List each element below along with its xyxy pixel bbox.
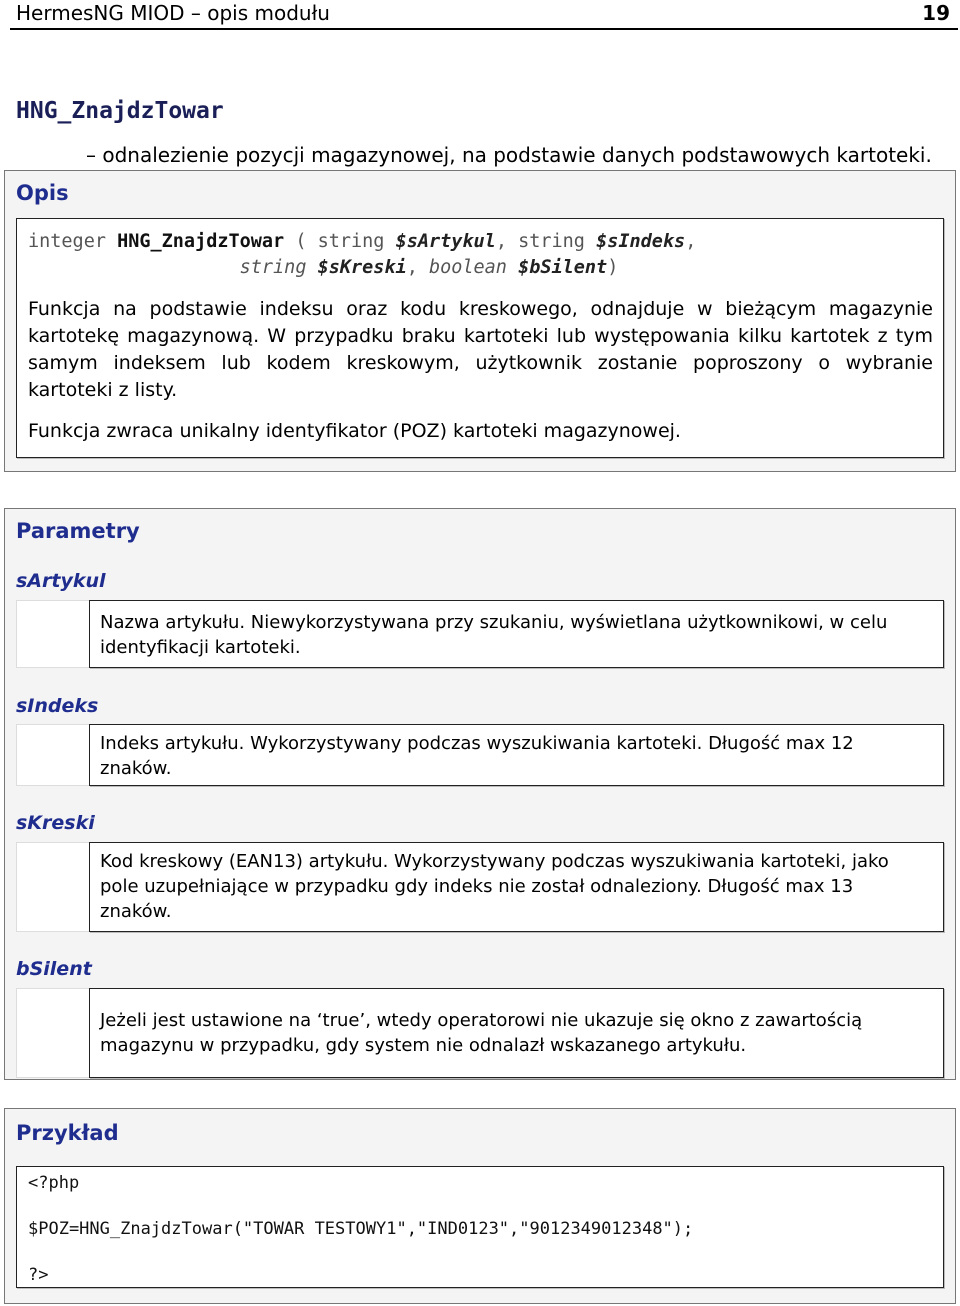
param-description: Indeks artykułu. Wykorzystywany podczas wyszukiwania kartoteki. Długość max 12 znaków. [100, 733, 854, 779]
param-name: sIndeks [16, 695, 99, 717]
signature-comma: , [685, 231, 697, 252]
document-title: HermesNG MIOD – opis modułu [16, 1, 330, 25]
signature-param-type: boolean [428, 257, 507, 278]
signature-comma: , [406, 257, 429, 278]
param-name: bSilent [16, 958, 92, 980]
page-number: 19 [922, 1, 950, 25]
code-example [28, 1171, 693, 1287]
param-indent [16, 988, 90, 1078]
param-description: Kod kreskowy (EAN13) artykułu. Wykorzystywany podczas wyszukiwania kartoteki, jako pole uzupełniające w przypadku gdy indeks nie został odnaleziony. Długość max 13 znaków. [100, 851, 889, 922]
signature-param-name: $sIndeks [596, 231, 686, 252]
opis-paragraph: Funkcja na podstawie indeksu oraz kodu kreskowego, odnajduje w bieżącym magazynie kartotekę magazynową. W przypadku braku kartoteki lub występowania kilku kartotek z tym samym indeksem lub kodem kreskowym, użytkownik zostanie poproszony o wybranie kartoteki z listy. [28, 298, 933, 401]
code-line [28, 1241, 693, 1263]
signature-close-paren: ) [607, 257, 619, 278]
param-description: Jeżeli jest ustawione na ‘true’, wtedy operatorowi nie ukazuje się okno z zawartością magazynu w przypadku, gdy system nie odnalazł wskazanego artykułu. [100, 1010, 863, 1056]
signature-param-name: $sArtykul [395, 231, 496, 252]
opis-heading: Opis [16, 181, 69, 205]
signature-open-paren: ( [284, 231, 318, 252]
signature-param-name: $bSilent [518, 257, 608, 278]
signature-param-type: string [518, 231, 585, 252]
przyklad-heading: Przykład [16, 1121, 119, 1145]
param-indent [16, 724, 90, 786]
signature-param-type: string [239, 257, 307, 278]
function-title: HNG_ZnajdzTowar [16, 98, 224, 124]
parametry-heading: Parametry [16, 519, 140, 543]
code-line: $POZ=HNG_ZnajdzTowar("TOWAR TESTOWY1","IND0123","9012349012348"); [28, 1219, 694, 1239]
code-line: ?> [28, 1265, 49, 1285]
signature-param-type: string [317, 231, 385, 252]
header-divider [10, 28, 958, 30]
opis-paragraph: Funkcja zwraca unikalny identyfikator (POZ) kartoteki magazynowej. [28, 420, 681, 442]
param-indent [16, 842, 90, 932]
signature-comma: , [495, 231, 519, 252]
signature-function-name: HNG_ZnajdzTowar [117, 231, 285, 252]
code-line: <?php [28, 1173, 80, 1193]
param-description: Nazwa artykułu. Niewykorzystywana przy szukaniu, wyświetlana użytkownikowi, w celu identyfikacji kartoteki. [100, 612, 888, 658]
param-indent [16, 600, 90, 668]
code-line [28, 1195, 693, 1217]
signature-param-name: $sKreski [317, 257, 407, 278]
function-signature [28, 229, 696, 281]
param-name: sKreski [16, 812, 95, 834]
function-short-description: – odnalezienie pozycji magazynowej, na podstawie danych podstawowych kartoteki. [86, 143, 932, 167]
signature-return-type: integer [28, 231, 106, 252]
param-name: sArtykul [16, 570, 106, 592]
